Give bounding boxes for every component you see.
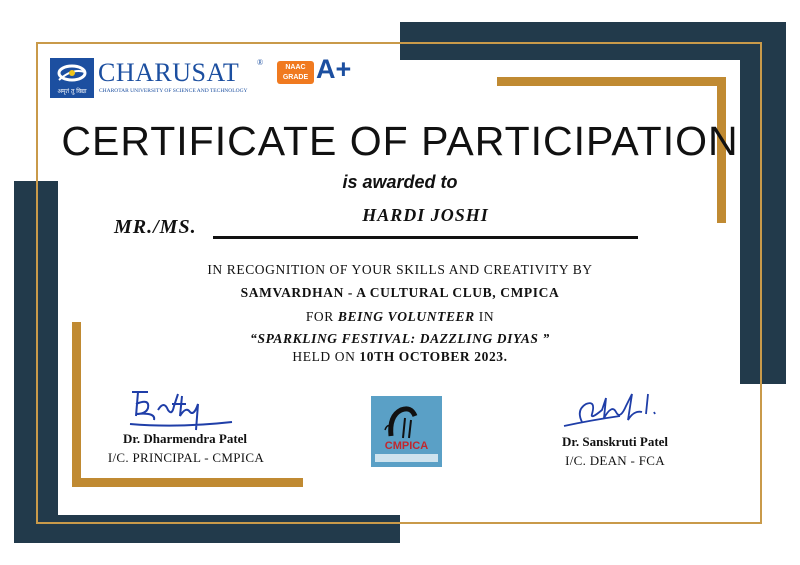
awarded-to-text: is awarded to xyxy=(342,172,458,192)
charusat-tagline: अमृतं तु विद्या xyxy=(57,88,87,95)
gold-bracket-top-h xyxy=(497,77,726,86)
naac-label-box xyxy=(277,61,314,84)
charusat-logo xyxy=(50,58,270,98)
date-prefix: HELD ON xyxy=(292,349,360,364)
charusat-wordmark: CHARUSAT xyxy=(98,58,240,87)
club-line: SAMVARDHAN - A CULTURAL CLUB, CMPICA xyxy=(240,285,560,300)
signature-right-image xyxy=(562,390,672,432)
registered-mark: ® xyxy=(257,58,264,67)
gold-bracket-bottom-h xyxy=(72,478,303,487)
role-line xyxy=(0,309,800,325)
name-underline xyxy=(213,236,638,239)
signatory-right-name: Dr. Sanskruti Patel xyxy=(561,434,669,449)
charusat-emblem xyxy=(50,58,94,98)
role-suffix: IN xyxy=(474,309,495,324)
event-name: “SPARKLING FESTIVAL: DAZZLING DIYAS ” xyxy=(250,331,550,346)
date-line xyxy=(0,349,800,365)
charusat-subtitle: CHAROTAR UNIVERSITY OF SCIENCE AND TECHNOLOGY xyxy=(99,88,248,94)
signatory-right-role: I/C. DEAN - FCA xyxy=(565,453,665,468)
grade-a-plus: A+ xyxy=(316,54,352,84)
cmpica-logo xyxy=(371,396,442,467)
certificate-title: CERTIFICATE OF PARTICIPATION xyxy=(61,118,739,164)
event-date: 10TH OCTOBER 2023. xyxy=(359,349,508,364)
role-prefix: FOR xyxy=(305,309,338,324)
recipient-name: HARDI JOSHI xyxy=(362,205,489,225)
role-text: BEING VOLUNTEER xyxy=(337,309,475,324)
signature-left-image xyxy=(128,386,238,432)
salutation-label: MR./MS. xyxy=(114,216,197,238)
grade-text: GRADE xyxy=(282,74,309,81)
cmpica-text: CMPICA xyxy=(384,440,429,452)
signatory-left-name: Dr. Dharmendra Patel xyxy=(122,431,248,446)
recognition-line: IN RECOGNITION OF YOUR SKILLS AND CREATIVITY BY xyxy=(207,262,593,277)
naac-badge xyxy=(277,54,369,86)
naac-text: NAAC xyxy=(285,64,306,71)
signatory-left-role: I/C. PRINCIPAL - CMPICA xyxy=(107,450,265,465)
